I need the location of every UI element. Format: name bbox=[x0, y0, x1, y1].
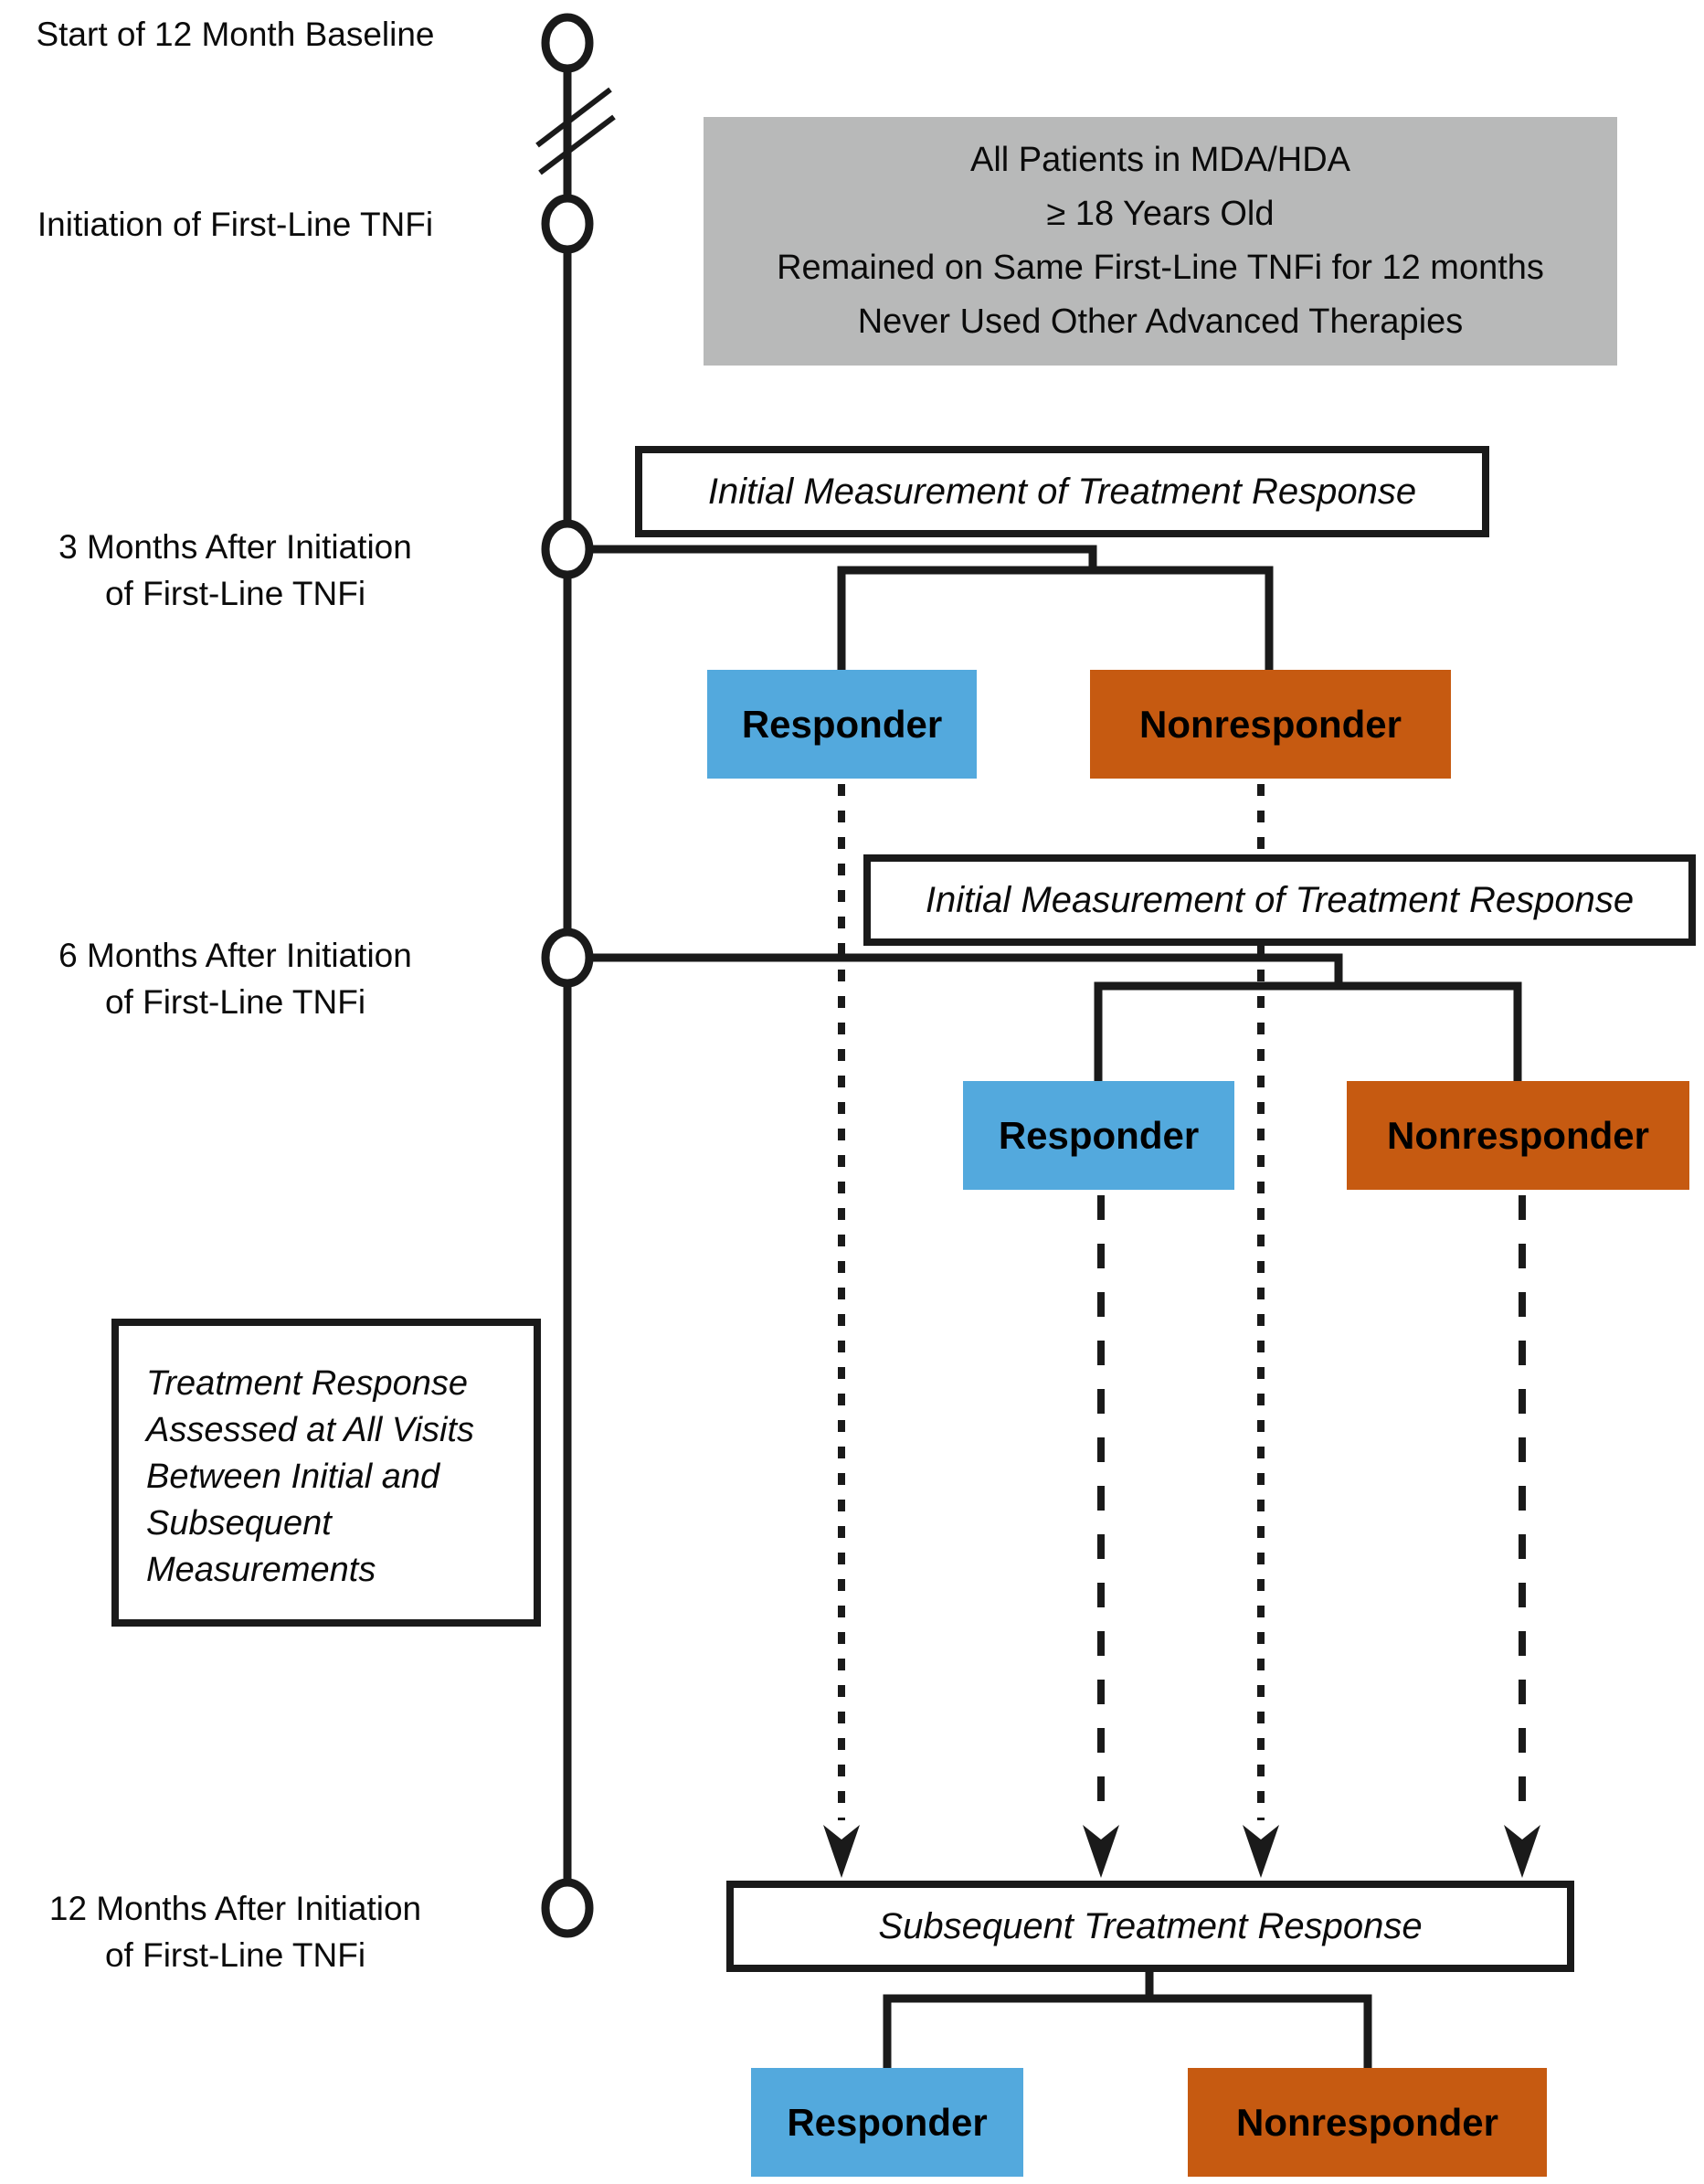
subsequent-response-box bbox=[726, 1881, 1574, 1972]
nonresponder-label: Nonresponder bbox=[1386, 1113, 1650, 1157]
timeline-label-line: of First-Line TNFi bbox=[104, 575, 366, 612]
eligibility-criteria-box bbox=[704, 117, 1617, 366]
subsequent-response-label: Subsequent Treatment Response bbox=[878, 1905, 1423, 1946]
milestone-circle-12-months bbox=[545, 1882, 589, 1934]
timeline-label-6-months bbox=[0, 932, 471, 1025]
timeline-label-line: of First-Line TNFi bbox=[104, 983, 366, 1021]
note-line: Subsequent bbox=[146, 1504, 332, 1543]
timeline-label-baseline-start bbox=[0, 11, 471, 58]
responder-label: Responder bbox=[741, 702, 943, 746]
timeline-label-tnfi-initiation bbox=[0, 201, 471, 248]
note-line: Measurements bbox=[146, 1551, 376, 1589]
nonresponder-label: Nonresponder bbox=[1235, 2100, 1499, 2144]
timeline-label-3-months bbox=[0, 524, 471, 617]
nonresponder-box-3mo bbox=[1090, 670, 1451, 779]
timeline-label-line: 12 Months After Initiation bbox=[48, 1890, 422, 1927]
nonresponder-box-6mo bbox=[1347, 1081, 1689, 1190]
nonresponder-box-12mo bbox=[1188, 2068, 1547, 2177]
timeline-break-marks-icon bbox=[537, 90, 614, 173]
milestone-circle-tnfi-initiation bbox=[545, 198, 589, 249]
note-line: Assessed at All Visits bbox=[146, 1411, 475, 1449]
connector-6mo-from-timeline bbox=[579, 958, 1339, 986]
criteria-line: Remained on Same First-Line TNFi for 12 months bbox=[777, 249, 1544, 287]
timeline-label-12-months bbox=[0, 1885, 471, 1978]
note-line: Treatment Response bbox=[146, 1364, 469, 1403]
arrowhead-icon bbox=[1504, 1825, 1540, 1878]
timeline-label-line: 3 Months After Initiation bbox=[58, 528, 412, 566]
connector-6mo-split bbox=[1098, 986, 1518, 1085]
initial-measurement-box-6mo bbox=[863, 854, 1696, 946]
responder-label: Responder bbox=[787, 2100, 988, 2144]
note-line: Between Initial and bbox=[146, 1458, 440, 1496]
timeline-label-line: 6 Months After Initiation bbox=[58, 937, 412, 974]
initial-measurement-box-3mo bbox=[635, 446, 1489, 537]
timeline-label-line: Start of 12 Month Baseline bbox=[36, 16, 435, 53]
arrowheads bbox=[823, 1825, 1540, 1878]
timeline-label-line: of First-Line TNFi bbox=[104, 1936, 366, 1974]
responder-box-3mo bbox=[707, 670, 977, 779]
initial-measurement-label: Initial Measurement of Treatment Response bbox=[707, 471, 1417, 512]
responder-label: Responder bbox=[998, 1113, 1200, 1157]
responder-box-12mo bbox=[751, 2068, 1023, 2177]
assessment-note-box bbox=[111, 1319, 541, 1627]
milestone-circle-6-months bbox=[545, 932, 589, 983]
timeline-label-line: Initiation of First-Line TNFi bbox=[37, 206, 434, 243]
milestone-circle-baseline-start bbox=[545, 17, 589, 69]
milestone-circle-3-months bbox=[545, 524, 589, 575]
criteria-line: Never Used Other Advanced Therapies bbox=[857, 302, 1464, 341]
responder-box-6mo bbox=[963, 1081, 1234, 1190]
nonresponder-label: Nonresponder bbox=[1138, 702, 1402, 746]
criteria-line: All Patients in MDA/HDA bbox=[969, 141, 1350, 179]
initial-measurement-label: Initial Measurement of Treatment Response bbox=[925, 879, 1635, 920]
connector-3mo-split bbox=[841, 570, 1269, 673]
connector-12mo-split bbox=[887, 1998, 1368, 2072]
arrowhead-icon bbox=[1083, 1825, 1119, 1878]
criteria-line: ≥ 18 Years Old bbox=[1046, 195, 1275, 233]
arrowhead-icon bbox=[823, 1825, 860, 1878]
arrowhead-icon bbox=[1243, 1825, 1279, 1878]
